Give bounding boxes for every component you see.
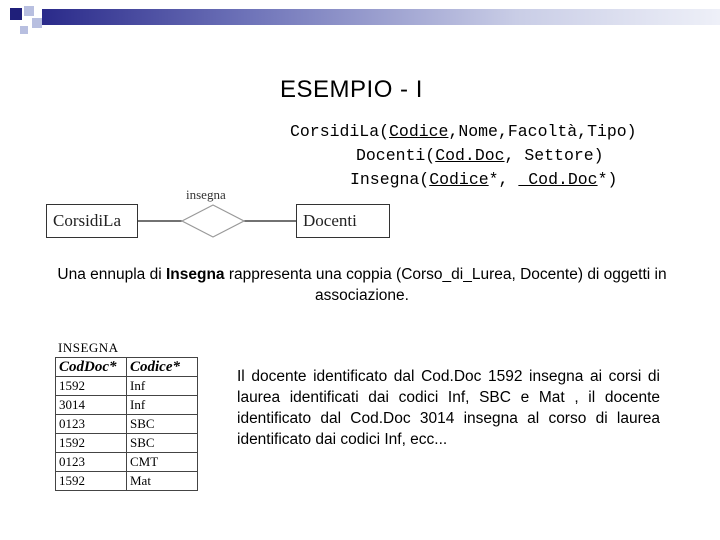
schema-prefix: CorsidiLa( bbox=[290, 122, 390, 141]
table-cell: 0123 bbox=[56, 453, 127, 472]
schema-key: Codice bbox=[389, 122, 449, 141]
table-cell: CMT bbox=[127, 453, 198, 472]
table-row bbox=[56, 415, 198, 434]
decor-square bbox=[20, 26, 28, 34]
decor-square bbox=[24, 6, 34, 16]
entity-docenti: Docenti bbox=[296, 204, 390, 238]
schema-key: Codice bbox=[429, 170, 489, 189]
schema-insegna bbox=[350, 170, 617, 189]
table-cell: SBC bbox=[127, 415, 198, 434]
schema-docenti bbox=[356, 146, 604, 165]
paragraph-text: rappresenta una coppia (Corso_di_Lurea, Docente) di oggetti in associazione. bbox=[224, 266, 667, 304]
schema-prefix: Insegna( bbox=[350, 170, 430, 189]
table-header-row bbox=[56, 358, 198, 377]
relationship-diamond bbox=[182, 205, 244, 237]
schema-key: Cod.Doc bbox=[518, 170, 598, 189]
schema-rest: , Settore) bbox=[504, 146, 604, 165]
decor-square bbox=[32, 18, 42, 28]
paragraph-text: Una ennupla di bbox=[57, 266, 166, 283]
table-cell: 1592 bbox=[56, 377, 127, 396]
table-cell: SBC bbox=[127, 434, 198, 453]
schema-corsidila bbox=[290, 122, 637, 141]
decor-square bbox=[10, 8, 22, 20]
description-text: Il docente identificato dal Cod.Doc 1592 insegna ai corsi di laurea identificati dai codici Inf, SBC e Mat , il docente identificato dal Cod.Doc 3014 insegna al corso di laurea identificato dai codici Inf, ecc... bbox=[237, 368, 660, 448]
insegna-table bbox=[55, 357, 198, 491]
table-cell: Inf bbox=[127, 396, 198, 415]
table-cell: Mat bbox=[127, 472, 198, 491]
table-cell: 3014 bbox=[56, 396, 127, 415]
relationship-label: insegna bbox=[186, 187, 226, 202]
table-cell: Inf bbox=[127, 377, 198, 396]
explanation-paragraph bbox=[40, 264, 684, 306]
table-row bbox=[56, 472, 198, 491]
schema-key: Cod.Doc bbox=[435, 146, 505, 165]
schema-rest: ,Nome,Facoltà,Tipo) bbox=[448, 122, 637, 141]
paragraph-bold: Insegna bbox=[165, 266, 225, 283]
table-cell: 1592 bbox=[56, 434, 127, 453]
slide-title: ESEMPIO - I bbox=[280, 76, 423, 103]
schema-rest: *) bbox=[597, 170, 618, 189]
column-header: Codice* bbox=[127, 358, 198, 377]
schema-prefix: Docenti( bbox=[356, 146, 436, 165]
table-cell: 0123 bbox=[56, 415, 127, 434]
header-band bbox=[42, 9, 720, 25]
table-row bbox=[56, 377, 198, 396]
table-cell: 1592 bbox=[56, 472, 127, 491]
schema-mid: *, bbox=[488, 170, 519, 189]
entity-corsidila: CorsidiLa bbox=[46, 204, 138, 238]
table-row bbox=[56, 396, 198, 415]
table-title: INSEGNA bbox=[58, 340, 119, 355]
table-row bbox=[56, 434, 198, 453]
column-header: CodDoc* bbox=[56, 358, 127, 377]
table-row bbox=[56, 453, 198, 472]
